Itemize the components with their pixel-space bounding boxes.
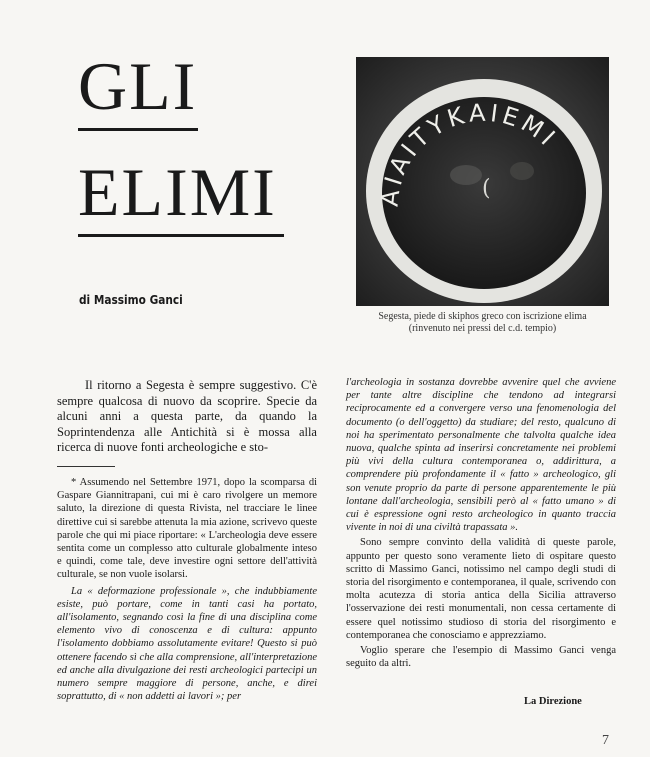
- signature: La Direzione: [524, 696, 582, 707]
- right-para-2: Sono sempre convinto della validità di queste parole, appunto per questo sono veramente lieto di ospitare questo scritto di Massimo Ganci, notissimo nel campo degli studi di storia del risorgimento e contemporanea, il quale, scrivendo con molta acutezza di storia antica della Sicilia attraverso l'osservazione dei resti monumentali, non cessa certamente di essere quel notissimo studioso di storia del risorgimento e contemporanea che conosciamo e apprezziamo.: [346, 537, 616, 641]
- footnote-para-1: * Assumendo nel Settembre 1971, dopo la scomparsa di Gaspare Giannitrapani, cui mi è caro rivolgere un memore saluto, la direzione di questa Rivista, nel tracciare le linee direttive cui si sarebbe attenuta la mia azione, scrivevo queste parole che qui mi piace riportare: « L'archeologia deve essere sentita come un complesso atto culturale globalmente inteso e quindi, come tale, deve investire ogni settore dell'attività culturale, se non vuole isolarsi.: [57, 477, 317, 581]
- caption-line-2: (rinvenuto nei pressi del c.d. tempio): [408, 323, 557, 334]
- intro-paragraph: [57, 378, 317, 456]
- intro-text: Il ritorno a Segesta è sempre suggestivo. C'è sempre qualcosa di nuovo da scoprire. Specie da alcuni anni a questa parte, da quando la Soprintendenza alle Antichità si è mossa alla ricerca di nuove fonti archeologiche e sto-: [57, 378, 317, 454]
- article-title: [78, 48, 318, 254]
- title-line-2: ELIMI: [78, 158, 318, 254]
- svg-text:(: (: [482, 176, 491, 201]
- skyphos-photo: [356, 57, 609, 306]
- author-byline: di Massimo Ganci: [79, 293, 183, 307]
- right-para-1: l'archeologia in sostanza dovrebbe avvenire quel che avviene per tante altre discipline che tendono ad integrarsi reciprocamente ed a convergere verso una fenomenologia del documento (o dell'oggetto) da studiare; del resto, qualcuno di noi ha sperimentato personalmente che talvolta qualche idea nuova, qualche spinta ad inserirsi concretamente nei problemi più vivi della cultura contemporanea o, addirittura, a comprendere più profondamente il « fatto » archeologico, gli son venute proprio da parte di persone apparentemente le più lontane dall'archeologia, sensibili però al « fatto umano » di cui è espressione ogni resto archeologico in quanto traccia vivente in noi di una civiltà trapassata ».: [346, 377, 616, 534]
- footnote: [57, 476, 317, 703]
- photo-caption: [346, 311, 619, 335]
- caption-line-1: Segesta, piede di skiphos greco con iscrizione elima: [378, 311, 587, 322]
- right-column: [346, 376, 616, 670]
- right-para-3: Voglio sperare che l'esempio di Massimo Ganci venga seguito da altri.: [346, 645, 616, 670]
- skyphos-illustration: [356, 57, 609, 306]
- inscription-text: ΑΙΑΙΤΥΚΑΙΕΜΙ: [375, 98, 564, 208]
- footnote-para-2: La « deformazione professionale », che indubbiamente esiste, può portare, come in tanti casi ha portato, all'isolamento, segnando così la fine di una disciplina come elemento vivo di conoscenza e di cultura: appunto l'isolamento dobbiamo assolutamente evitare! Questo si può ottenere facendo sì che alla comprensione, all'interpretazione ed anche alla divulgazione dei resti archeologici partecipi un numero sempre maggiore di persone, anche, e direi soprattutto, di « non addetti ai lavori »; per: [57, 585, 317, 703]
- page-number: 7: [602, 733, 609, 748]
- footnote-divider: [57, 466, 115, 467]
- title-line-1: GLI: [78, 52, 318, 148]
